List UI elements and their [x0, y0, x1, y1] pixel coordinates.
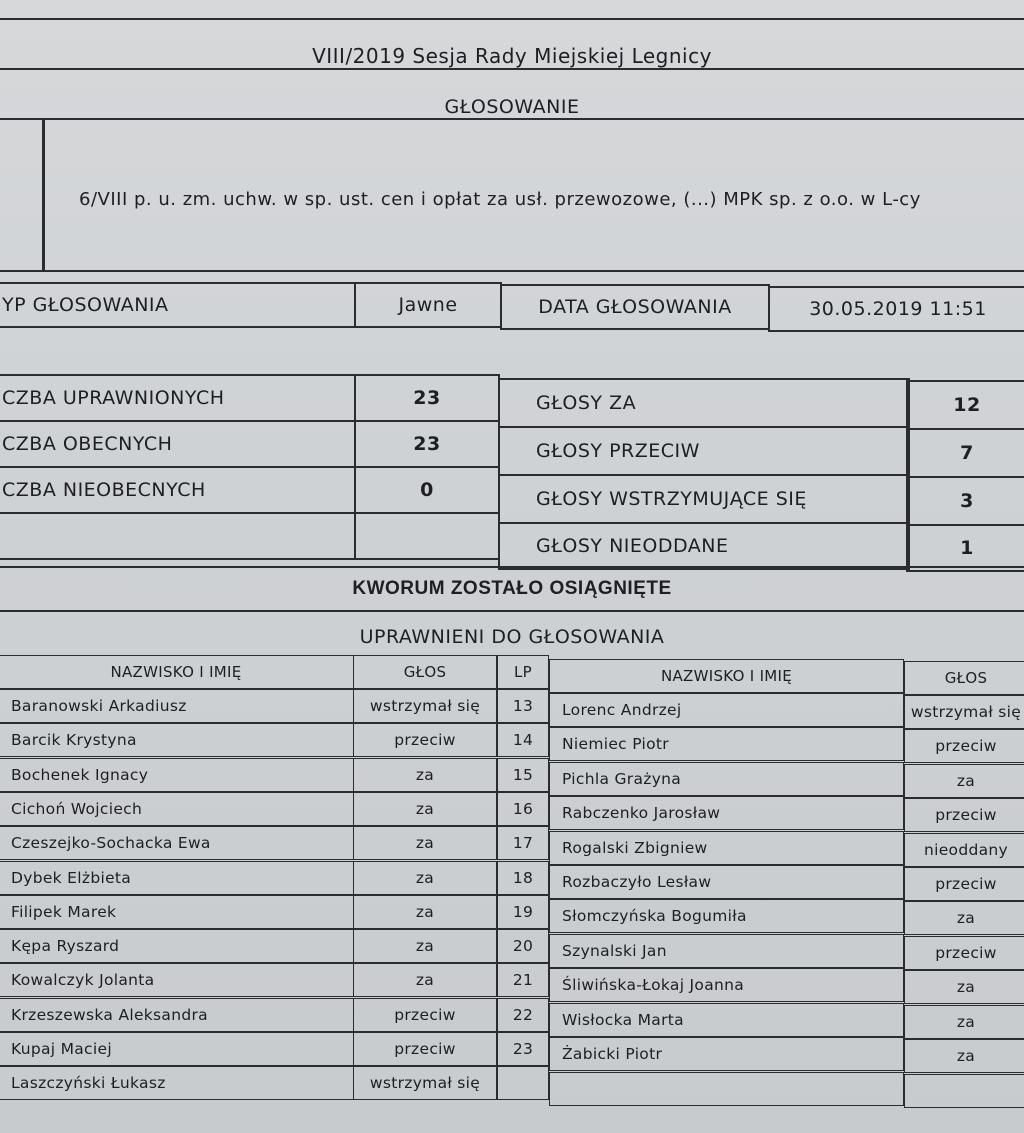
header-name-2: NAZWISKO I IMIĘ [549, 659, 904, 693]
table-row [0, 861, 1024, 895]
voter-vote: wstrzymał się [353, 1066, 497, 1100]
voter-vote: za [353, 792, 497, 826]
voter-name-2: Wisłocka Marta [549, 1003, 904, 1037]
voter-vote: za [353, 758, 497, 792]
voter-name: Cichoń Wojciech [0, 792, 354, 826]
voter-vote: za [353, 963, 497, 997]
voter-vote-2: za [904, 901, 1024, 935]
voter-vote-2: przeciw [904, 729, 1024, 763]
voter-lp: 22 [497, 998, 549, 1032]
table-row [0, 963, 1024, 997]
voter-name-2: Śliwińska-Łokaj Joanna [549, 968, 904, 1002]
voter-lp: 14 [497, 723, 549, 757]
quorum-text: KWORUM ZOSTAŁO OSIĄGNIĘTE [352, 578, 672, 599]
voter-name-2: Żabicki Piotr [549, 1037, 904, 1071]
voter-lp: 16 [497, 792, 549, 826]
voter-name-2: Szynalski Jan [549, 934, 904, 968]
subject-number-cell [0, 118, 44, 272]
table-row [0, 758, 1024, 792]
voter-vote: za [353, 929, 497, 963]
table-row [0, 723, 1024, 757]
voter-vote: za [353, 895, 497, 929]
vote-date-label: DATA GŁOSOWANIA [500, 284, 770, 330]
voter-name: Czeszejko-Sochacka Ewa [0, 826, 354, 860]
voter-name: Krzeszewska Aleksandra [0, 998, 354, 1032]
voter-lp: 17 [497, 826, 549, 860]
votes-abstain-value: 3 [906, 476, 1024, 526]
eligible-label: CZBA UPRAWNIONYCH [0, 374, 356, 422]
voter-name: Kowalczyk Jolanta [0, 963, 354, 997]
subject-cell [42, 118, 1024, 272]
voter-lp: 13 [497, 689, 549, 723]
table-row [0, 826, 1024, 860]
voter-name: Filipek Marek [0, 895, 354, 929]
voter-vote-2: przeciw [904, 798, 1024, 832]
session-title: VIII/2019 Sesja Rady Miejskiej Legnicy [312, 44, 712, 68]
voter-vote-2: wstrzymał się [904, 695, 1024, 729]
section-row [0, 68, 1024, 118]
votes-notcast-value: 1 [906, 524, 1024, 572]
table-row [0, 792, 1024, 826]
voter-name-2: Rogalski Zbigniew [549, 831, 904, 865]
table-row [0, 929, 1024, 963]
voter-vote-2: przeciw [904, 936, 1024, 970]
quorum-row [0, 566, 1024, 610]
voter-vote: przeciw [353, 1032, 497, 1066]
table-row [0, 689, 1024, 723]
voter-lp: 19 [497, 895, 549, 929]
voter-vote-2: za [904, 1005, 1024, 1039]
header-lp: LP [497, 655, 549, 689]
votes-against-value: 7 [906, 428, 1024, 478]
present-value: 23 [354, 420, 500, 468]
voter-vote: wstrzymał się [353, 689, 497, 723]
votes-for-value: 12 [906, 380, 1024, 430]
votes-for-label: GŁOSY ZA [498, 378, 910, 428]
voter-name: Dybek Elżbieta [0, 861, 354, 895]
votes-notcast-label: GŁOSY NIEODDANE [498, 522, 910, 570]
voter-name-2: Niemiec Piotr [549, 727, 904, 761]
vote-type-label: YP GŁOSOWANIA [0, 282, 356, 328]
voter-lp [497, 1066, 549, 1100]
voter-vote-2: za [904, 970, 1024, 1004]
header-name: NAZWISKO I IMIĘ [0, 655, 354, 689]
table-header-row [0, 655, 1024, 689]
table-row [0, 895, 1024, 929]
subject-text: 6/VIII p. u. zm. uchw. w sp. ust. cen i opłat za usł. przewozowe, (...) MPK sp. z o.o. w L-cy [79, 188, 921, 210]
voter-name: Bochenek Ignacy [0, 758, 354, 792]
voter-lp: 15 [497, 758, 549, 792]
voter-name-2: Słomczyńska Bogumiła [549, 899, 904, 933]
present-label: CZBA OBECNYCH [0, 420, 356, 468]
voter-name-2 [549, 1072, 904, 1106]
voter-name: Barcik Krystyna [0, 723, 354, 757]
voter-lp: 20 [497, 929, 549, 963]
vote-date-value: 30.05.2019 11:51 [768, 286, 1024, 332]
voters-title-row [0, 610, 1024, 656]
empty-stat-label [0, 512, 356, 560]
voter-lp: 21 [497, 963, 549, 997]
voter-lp: 23 [497, 1032, 549, 1066]
voter-vote: przeciw [353, 723, 497, 757]
votes-against-label: GŁOSY PRZECIW [498, 426, 910, 476]
voter-vote-2: nieoddany [904, 833, 1024, 867]
voter-vote: za [353, 861, 497, 895]
voter-name: Baranowski Arkadiusz [0, 689, 354, 723]
header-vote-2: GŁOS [904, 661, 1024, 695]
voters-title: UPRAWNIENI DO GŁOSOWANIA [359, 626, 665, 648]
table-row [0, 1066, 1024, 1100]
voter-name-2: Lorenc Andrzej [549, 693, 904, 727]
title-row [0, 18, 1024, 68]
header-vote: GŁOS [353, 655, 497, 689]
absent-label: CZBA NIEOBECNYCH [0, 466, 356, 514]
absent-value: 0 [354, 466, 500, 514]
voter-name-2: Pichla Grażyna [549, 762, 904, 796]
section-title: GŁOSOWANIE [444, 96, 580, 118]
eligible-value: 23 [354, 374, 500, 422]
voter-vote-2: przeciw [904, 867, 1024, 901]
voter-name: Kępa Ryszard [0, 929, 354, 963]
voter-lp: 18 [497, 861, 549, 895]
voter-vote-2: za [904, 764, 1024, 798]
voter-name-2: Rabczenko Jarosław [549, 796, 904, 830]
table-row [0, 1032, 1024, 1066]
voter-name: Kupaj Maciej [0, 1032, 354, 1066]
votes-abstain-label: GŁOSY WSTRZYMUJĄCE SIĘ [498, 474, 910, 524]
voter-name-2: Rozbaczyło Lesław [549, 865, 904, 899]
voter-vote: przeciw [353, 998, 497, 1032]
voter-vote-2: za [904, 1039, 1024, 1073]
empty-stat-value [354, 512, 500, 560]
table-row [0, 998, 1024, 1032]
voter-vote-2 [904, 1074, 1024, 1108]
voter-name: Laszczyński Łukasz [0, 1066, 354, 1100]
vote-type-value: Jawne [354, 282, 502, 328]
voter-vote: za [353, 826, 497, 860]
